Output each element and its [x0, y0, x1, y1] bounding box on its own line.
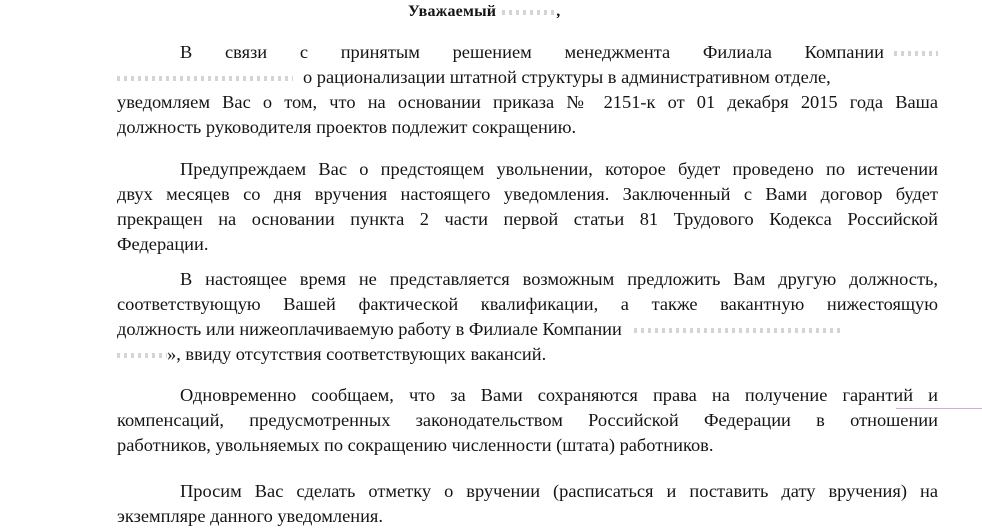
text-line: Предупреждаем Вас о предстоящем увольнении, которое будет проведено по истечении	[180, 159, 938, 179]
redacted-name-mark	[502, 10, 556, 15]
paragraph-warning	[117, 157, 938, 257]
paragraph-signature-request	[117, 479, 938, 529]
greeting-suffix: ,	[556, 3, 561, 20]
text-line	[117, 317, 938, 342]
text-line	[117, 40, 938, 65]
text-line	[117, 342, 938, 367]
text-span: В связи с принятым решением менеджмента Филиала Компании	[180, 42, 884, 62]
text-line: Просим Вас сделать отметку о вручении (расписаться и поставить дату вручения) на	[180, 481, 938, 501]
paragraph-guarantees	[117, 383, 938, 458]
text-line: Одновременно сообщаем, что за Вами сохраняются права на получение гарантий и	[180, 385, 938, 405]
text-line: уведомляем Вас о том, что на основании приказа № 2151-к от 01 декабря 2015 года Ваша	[117, 92, 938, 112]
text-line: экземпляре данного уведомления.	[117, 506, 383, 526]
greeting-text: Уважаемый	[408, 3, 497, 20]
text-line: соответствующую Вашей фактической квалификации, а также вакантную нижестоящую	[117, 294, 938, 314]
text-line: Федерации.	[117, 234, 209, 254]
text-span: должность или нижеоплачиваемую работу в Филиале Компании	[117, 319, 622, 339]
text-span: », ввиду отсутствия соответствующих вакансий.	[167, 344, 547, 364]
text-line	[117, 65, 938, 90]
text-line: работников, увольняемых по сокращению численности (штата) работников.	[117, 435, 714, 455]
redacted-company-mark	[894, 51, 938, 56]
text-line: прекращен на основании пункта 2 части первой статьи 81 Трудового Кодекса Российской	[117, 209, 938, 229]
paragraph-vacancies	[117, 267, 938, 367]
redacted-company-mark	[117, 353, 167, 358]
text-line: должность руководителя проектов подлежит сокращению.	[117, 117, 577, 137]
scan-artifact-line	[896, 408, 982, 409]
text-line: двух месяцев со дня вручения настоящего уведомления. Заключенный с Вами договор будет	[117, 184, 938, 204]
redacted-company-mark	[634, 328, 844, 333]
greeting-heading	[408, 3, 560, 21]
text-span: о рационализации штатной структуры в административном отделе,	[303, 67, 831, 87]
text-line: компенсаций, предусмотренных законодательством Российской Федерации в отношении	[117, 410, 938, 430]
paragraph-reorganization	[117, 40, 938, 140]
redacted-company-mark	[117, 76, 293, 81]
text-line: В настоящее время не представляется возможным предложить Вам другую должность,	[180, 269, 938, 289]
